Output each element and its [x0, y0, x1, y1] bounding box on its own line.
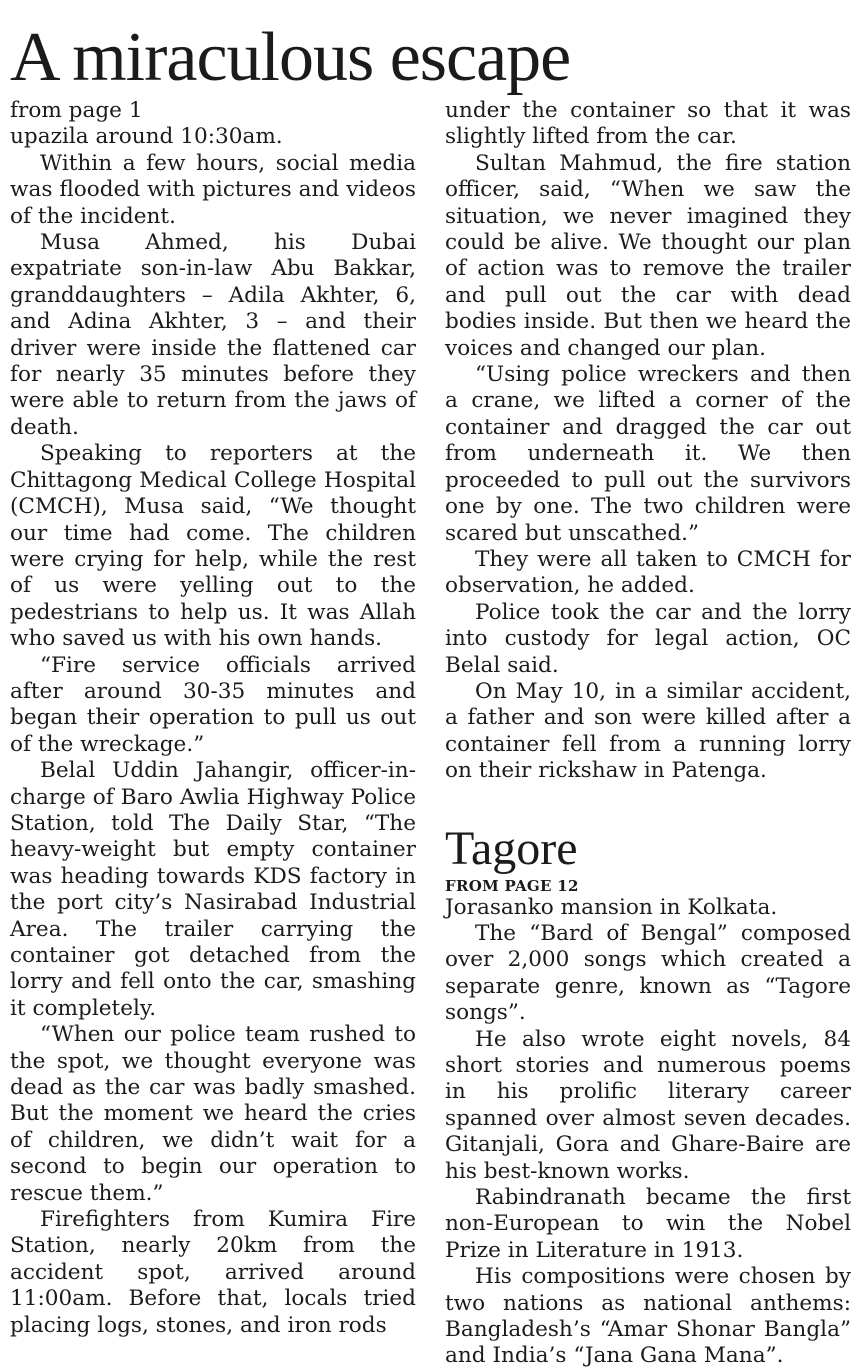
paragraph: “When our police team rushed to the spot, we thought everyone was dead as the car was badly smashed. But the moment we heard the cries of children, we didn’t wait for a second to begin our operation to rescue them.”	[10, 1022, 416, 1206]
paragraph: His compositions were chosen by two nations as national anthems: Bangladesh’s “Amar Shonar Bangla” and India’s “Jana Gana Mana”.	[445, 1264, 851, 1369]
paragraph: Within a few hours, social media was flooded with pictures and videos of the incident.	[10, 150, 416, 229]
story-column-left	[10, 98, 416, 1339]
paragraph: Firefighters from Kumira Fire Station, nearly 20km from the accident spot, arrived around 11:00am. Before that, locals tried placing logs, stones, and iron rods	[10, 1207, 416, 1338]
jump-kicker: FROM PAGE 12	[445, 876, 579, 895]
paragraph: upazila around 10:30am.	[10, 124, 283, 150]
headline: A miraculous escape	[10, 19, 571, 96]
paragraph: Belal Uddin Jahangir, officer-in-charge of Baro Awlia Highway Police Station, told The Daily Star, “The heavy-weight but empty container was heading towards KDS factory in the port city’s Nasirabad Industrial Area. The trailer carrying the container got detached from the lorry and fell onto the car, smashing it completely.	[10, 758, 416, 1021]
paragraph: The “Bard of Bengal” composed over 2,000 songs which created a separate genre, known as “Tagore songs”.	[445, 920, 851, 1026]
paragraph: On May 10, in a similar accident, a father and son were killed after a container fell from a running lorry on their rickshaw in Patenga.	[445, 678, 851, 784]
jump-line: from page 1	[10, 98, 143, 123]
paragraph: Police took the car and the lorry into custody for legal action, OC Belal said.	[445, 599, 851, 678]
paragraph: Speaking to reporters at the Chittagong Medical College Hospital (CMCH), Musa said, “We thought our time had come. The children were crying for help, while the rest of us were yelling out to the pedestrians to help us. It was Allah who saved us with his own hands.	[10, 441, 416, 652]
paragraph: Rabindranath became the first non-European to win the Nobel Prize in Literature in 1913.	[445, 1185, 851, 1263]
paragraph: “Using police wreckers and then a crane, we lifted a corner of the container and dragged the car out from underneath it. We then proceeded to pull out the survivors one by one. The two children were scared but unscathed.”	[445, 362, 851, 546]
paragraph: He also wrote eight novels, 84 short stories and numerous poems in his prolific literary career spanned over almost seven decades. Gitanjali, Gora and Ghare-Baire are his best-known works.	[445, 1026, 851, 1184]
story-column-right	[445, 98, 851, 1370]
paragraph: “Fire service officials arrived after around 30-35 minutes and began their operation to pull us out of the wreckage.”	[10, 652, 416, 757]
paragraph: under the container so that it was slightly lifted from the car.	[445, 98, 851, 150]
second-headline: Tagore	[445, 821, 578, 875]
paragraph: Musa Ahmed, his Dubai expatriate son-in-law Abu Bakkar, granddaughters – Adila Akhter, 6, and Adina Akhter, 3 – and their driver were inside the flattened car for nearly 35 minutes before they were able to return from the jaws of death.	[10, 230, 416, 440]
paragraph: Jorasanko mansion in Kolkata.	[445, 894, 778, 920]
paragraph: Sultan Mahmud, the fire station officer, said, “When we saw the situation, we never imagined they could be alive. We thought our plan of action was to remove the trailer and pull out the car with dead bodies inside. But then we heard the voices and changed our plan.	[445, 150, 851, 361]
paragraph: They were all taken to CMCH for observation, he added.	[445, 546, 851, 599]
